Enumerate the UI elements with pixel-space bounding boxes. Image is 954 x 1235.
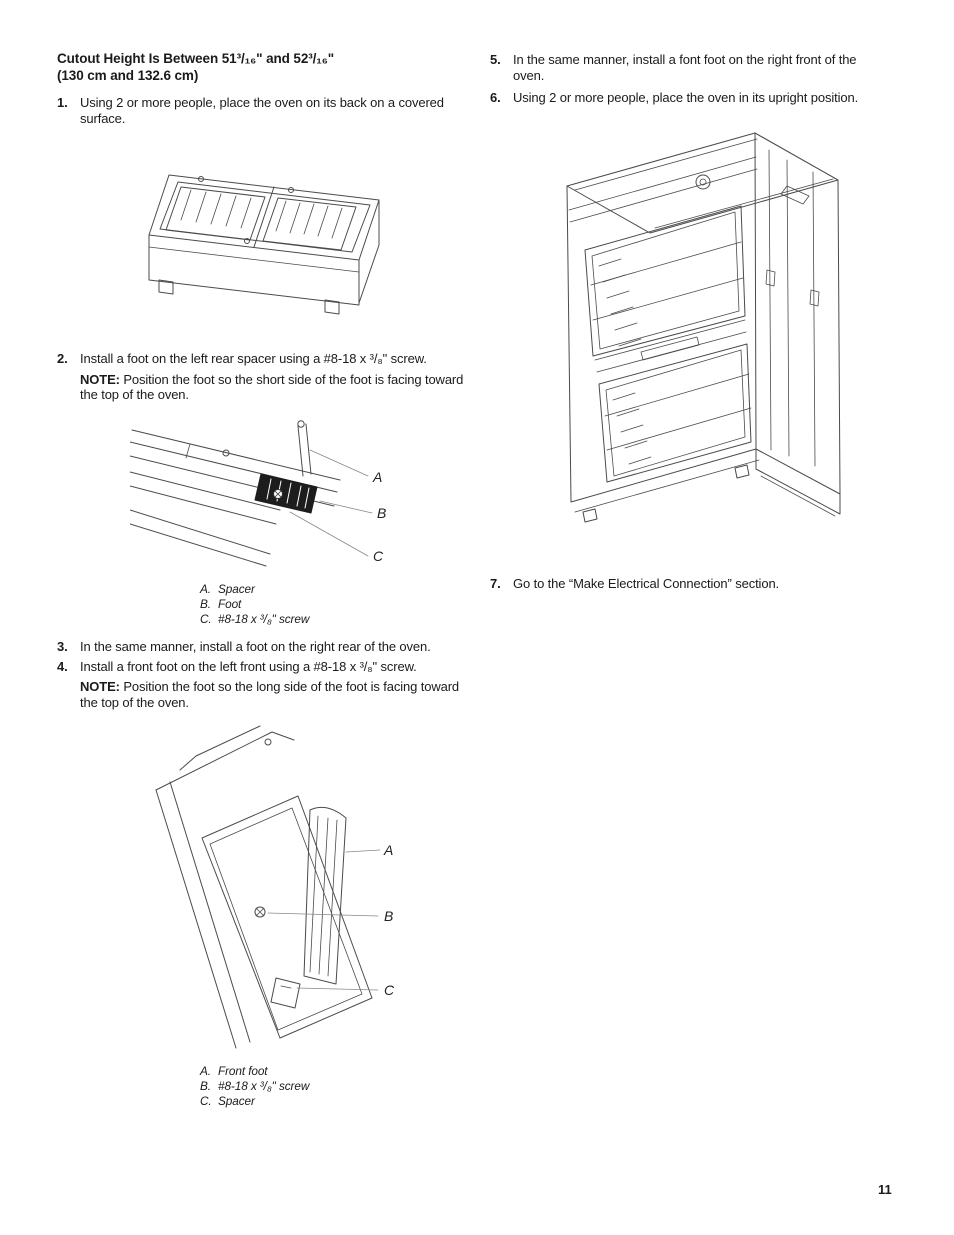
step-2-note — [80, 372, 464, 403]
caption-text: #8-18 x ³/₈" screw — [218, 1079, 310, 1094]
figure-label-b: B — [384, 908, 394, 925]
figure-front-foot — [140, 716, 479, 1056]
step-3-number: 3. — [57, 638, 68, 654]
figure-label-b: B — [377, 504, 387, 521]
step-6-text: Using 2 or more people, place the oven in its upright position. — [513, 90, 859, 106]
section-heading — [57, 50, 479, 84]
caption-line — [200, 582, 479, 597]
step-2-text: Install a foot on the left rear spacer using a #8-18 x ³/₈" screw. — [80, 351, 427, 367]
note-text: Position the foot so the short side of the foot is facing toward the top of the oven. — [80, 371, 464, 403]
figure-upright-oven — [555, 120, 904, 556]
caption-letter: C. — [200, 1094, 212, 1109]
figure-front-foot-captions — [200, 1064, 479, 1109]
step-4-note — [80, 679, 464, 710]
step-1-text: Using 2 or more people, place the oven on its back on a covered surface. — [80, 95, 444, 126]
caption-letter: A. — [200, 1064, 211, 1079]
step-7-number: 7. — [490, 575, 501, 591]
step-3 — [57, 639, 479, 655]
figure-oven-on-back — [129, 140, 479, 335]
step-1-number: 1. — [57, 95, 68, 110]
caption-line — [200, 1079, 479, 1094]
left-column — [57, 50, 479, 1109]
step-2-number: 2. — [57, 351, 68, 367]
step-1 — [57, 95, 479, 126]
figure-rear-foot-drawing — [130, 414, 400, 574]
figure-rear-foot — [130, 414, 479, 574]
step-2 — [57, 351, 479, 367]
step-4-number: 4. — [57, 658, 68, 674]
figure-upright-oven-drawing — [555, 120, 845, 556]
step-4 — [57, 659, 479, 675]
step-5-text: In the same manner, install a font foot on the right front of the oven. — [513, 52, 857, 83]
caption-letter: B. — [200, 596, 211, 611]
caption-text: Spacer — [218, 1094, 255, 1109]
step-5 — [490, 52, 904, 83]
caption-letter: A. — [200, 581, 211, 596]
caption-text: Front foot — [218, 1064, 268, 1079]
figure-oven-on-back-drawing — [129, 140, 399, 335]
figure-rear-foot-captions — [200, 582, 479, 627]
caption-text: Spacer — [218, 581, 255, 596]
step-6 — [490, 90, 904, 106]
note-label: NOTE: — [80, 679, 120, 695]
caption-letter: B. — [200, 1079, 211, 1094]
section-heading-line1: Cutout Height Is Between 51³/₁₆" and 52³/₁₆" — [57, 51, 335, 66]
step-3-text: In the same manner, install a foot on the right rear of the oven. — [80, 638, 431, 654]
figure-label-c: C — [373, 547, 384, 564]
figure-label-a: A — [373, 468, 383, 485]
step-7 — [490, 576, 904, 592]
section-heading-line2: (130 cm and 132.6 cm) — [57, 68, 199, 83]
step-4-text: Install a front foot on the left front using a #8-18 x ³/₈" screw. — [80, 658, 417, 674]
note-label: NOTE: — [80, 371, 120, 387]
caption-line — [200, 1094, 479, 1109]
figure-label-c: C — [384, 982, 395, 999]
caption-line — [200, 612, 479, 627]
step-7-text: Go to the “Make Electrical Connection” section. — [513, 575, 780, 591]
step-6-number: 6. — [490, 90, 501, 106]
note-text: Position the foot so the long side of the foot is facing toward the top of the oven. — [80, 679, 460, 710]
figure-label-a: A — [384, 842, 394, 859]
caption-line — [200, 597, 479, 612]
step-5-number: 5. — [490, 52, 501, 67]
caption-text: #8-18 x ³/₈" screw — [218, 611, 310, 626]
right-column — [490, 52, 904, 591]
page-number: 11 — [878, 1182, 892, 1197]
figure-front-foot-drawing — [140, 716, 400, 1056]
caption-text: Foot — [218, 596, 242, 611]
caption-line — [200, 1064, 479, 1079]
caption-letter: C. — [200, 611, 212, 626]
